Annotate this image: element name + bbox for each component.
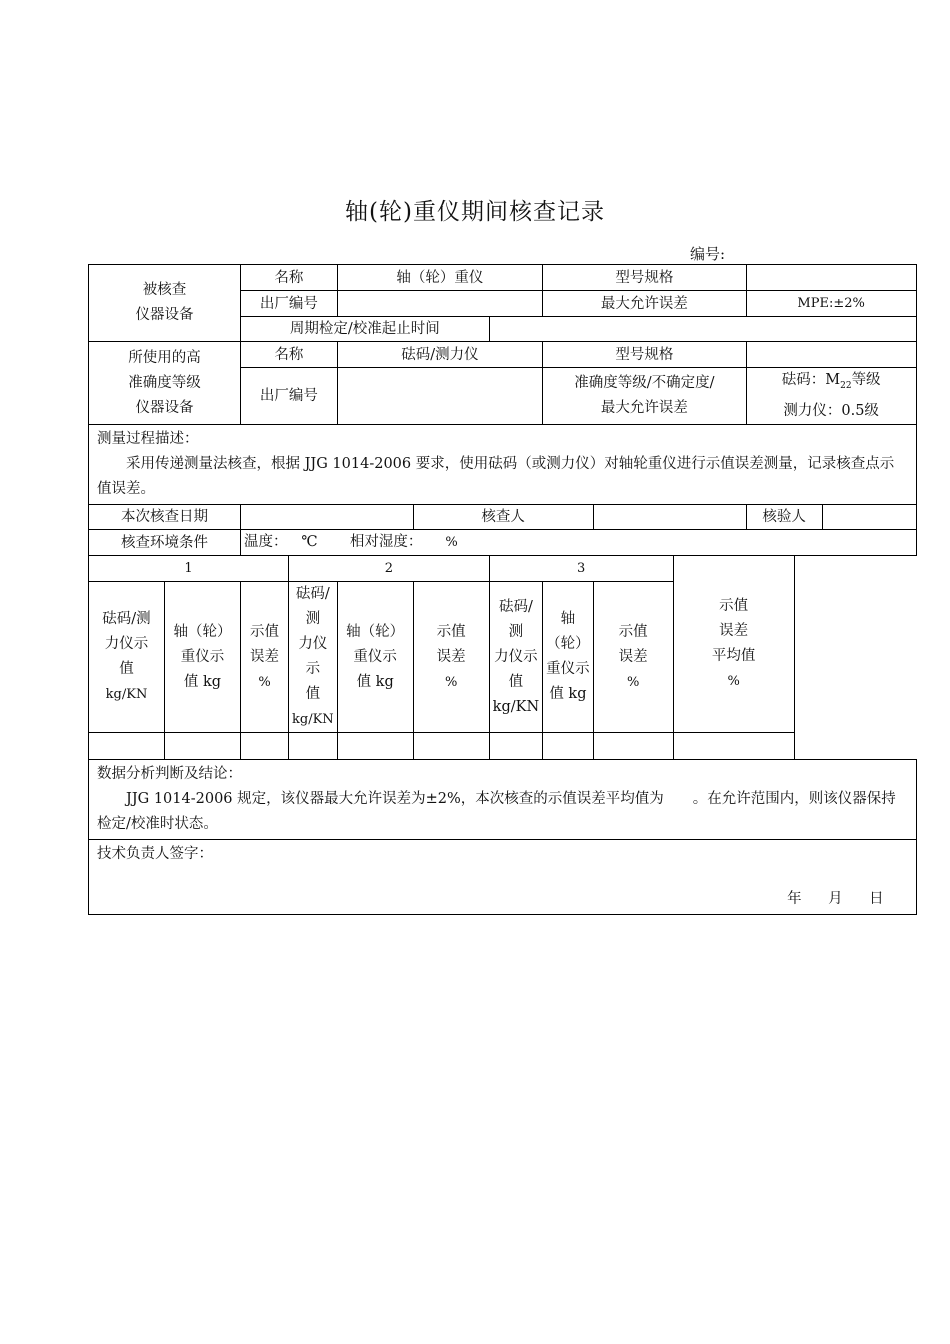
signature-date: 年 月 日 [787,891,890,907]
group-1-header: 1 [89,556,289,582]
verifier-value[interactable] [822,505,916,530]
g3-force-cell[interactable] [489,733,542,760]
g1-force-cell[interactable] [89,733,165,760]
group-2-header: 2 [289,556,490,582]
serial-number-label: 编号: [690,245,726,263]
check-date-label: 本次核查日期 [89,505,241,530]
checker-label: 核查人 [413,505,593,530]
standard-accuracy-label: 准确度等级/不确定度/ 最大允许误差 [543,368,747,425]
verifier-label: 核验人 [746,505,822,530]
g2-error-header: 示值 误差 % [413,582,489,733]
signature-label: 技术负责人签字： [97,846,213,862]
record-table [88,264,917,915]
g2-force-cell[interactable] [289,733,338,760]
average-error-header: 示值 误差 平均值 % [673,556,794,733]
g1-error-cell[interactable] [241,733,289,760]
g2-force-header: 砝码/测 力仪示 值 kg/KN [289,582,338,733]
process-description: 测量过程描述： 采用传递测量法核查，根据 JJG 1014-2006 要求，使用砝码（或测力仪）对轴轮重仪进行示值误差测量，记录核查点示值误差。 [89,425,917,505]
device-factory-no-label: 出厂编号 [241,291,338,317]
conclusion: 数据分析判断及结论： JJG 1014-2006 规定，该仪器最大允许误差为±2%，本次核查的示值误差平均值为 。在允许范围内，则该仪器保持检定/校准时状态。 [89,760,917,840]
standard-accuracy-value[interactable]: 砝码：$M_{22}$等级 测力仪：0.5级 [746,368,916,425]
g2-reading-cell[interactable] [337,733,413,760]
env-conditions[interactable]: 温度： ℃ 相对湿度： % [241,530,917,556]
checker-value[interactable] [593,505,746,530]
g1-reading-header: 轴（轮） 重仪示 值 kg [165,582,241,733]
standard-factory-no-label: 出厂编号 [241,368,338,425]
device-factory-no-value[interactable] [337,291,542,317]
standard-model-value[interactable] [746,342,916,368]
device-mpe-label: 最大允许误差 [543,291,747,317]
g3-reading-cell[interactable] [543,733,594,760]
device-period-value[interactable] [489,317,916,342]
g3-error-cell[interactable] [593,733,673,760]
device-name-value[interactable]: 轴（轮）重仪 [337,265,542,291]
g3-force-header: 砝码/测 力仪示 值 kg/KN [489,582,542,733]
g2-error-cell[interactable] [413,733,489,760]
average-error-cell[interactable] [673,733,794,760]
device-group-label: 被核查 仪器设备 [89,265,241,342]
group-3-header: 3 [489,556,673,582]
standard-model-label: 型号规格 [543,342,747,368]
device-mpe-value[interactable]: MPE:±2% [746,291,916,317]
page-title: 轴(轮)重仪期间核查记录 [345,199,605,225]
g1-reading-cell[interactable] [165,733,241,760]
g1-error-header: 示值 误差 % [241,582,289,733]
env-label: 核查环境条件 [89,530,241,556]
standard-group-label: 所使用的高 准确度等级 仪器设备 [89,342,241,425]
device-model-value[interactable] [746,265,916,291]
standard-name-label: 名称 [241,342,338,368]
g1-force-header: 砝码/测 力仪示 值 kg/KN [89,582,165,733]
standard-factory-no-value[interactable] [337,368,542,425]
device-model-label: 型号规格 [543,265,747,291]
device-name-label: 名称 [241,265,338,291]
g3-reading-header: 轴（轮） 重仪示 值 kg [543,582,594,733]
signature-block[interactable] [89,840,917,915]
check-date-value[interactable] [241,505,414,530]
standard-name-value[interactable]: 砝码/测力仪 [337,342,542,368]
device-period-label: 周期检定/校准起止时间 [241,317,490,342]
g2-reading-header: 轴（轮） 重仪示 值 kg [337,582,413,733]
g3-error-header: 示值 误差 % [593,582,673,733]
